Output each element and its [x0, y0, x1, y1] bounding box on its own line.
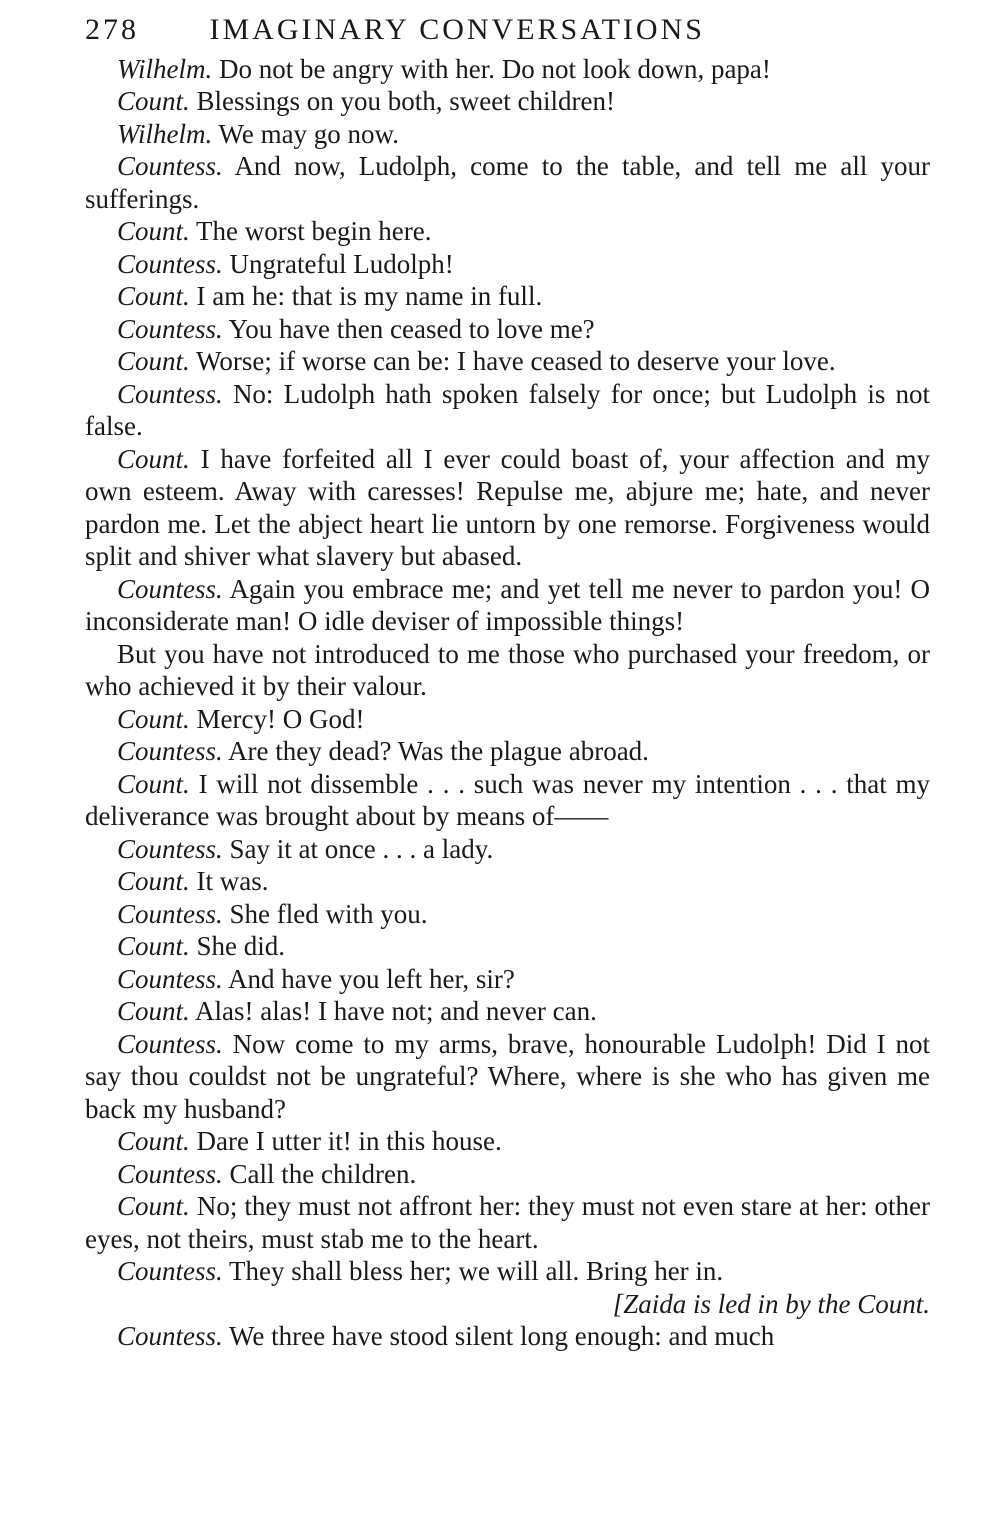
speech-text: You have then ceased to love me? [228, 313, 595, 344]
speaker-name: Countess. [117, 736, 223, 766]
dialogue-paragraph [85, 865, 930, 898]
speech-text: I have forfeited all I ever could boast of, your affection and my own esteem. Away with caresses! Repulse me, abjure me; hate, and never pardon me. Let the abject heart lie untorn by one remorse. Forgiveness would split and shiver what slavery but abased. [85, 443, 930, 571]
dialogue-paragraph [85, 1158, 930, 1191]
speech-text: We three have stood silent long enough: and much [229, 1321, 775, 1351]
speech-text: I will not dissemble . . . such was never my intention . . . that my deliverance was brought about by means of—— [85, 768, 931, 831]
dialogue-paragraph [85, 313, 930, 346]
speech-text: It was. [196, 866, 269, 896]
dialogue-text [85, 53, 930, 1288]
dialogue-paragraph [85, 215, 930, 248]
dialogue-paragraph [85, 150, 930, 215]
speech-text: Mercy! O God! [196, 703, 365, 734]
speaker-name: Count. [117, 346, 190, 376]
speech-text: And have you left her, sir? [228, 963, 515, 994]
speaker-name: Countess. [117, 313, 223, 344]
speaker-name: Countess. [117, 898, 223, 929]
speaker-name: Countess. [117, 1256, 223, 1286]
speech-text: She did. [196, 931, 286, 961]
speech-text: Say it at once . . . a lady. [229, 833, 494, 864]
speech-text: Alas! alas! I have not; and never can. [195, 996, 597, 1026]
dialogue-paragraph [85, 638, 930, 703]
dialogue-paragraph [85, 1190, 930, 1255]
speaker-name: Count. [117, 86, 190, 116]
dialogue-paragraph [85, 703, 930, 736]
dialogue-paragraph [85, 345, 930, 378]
book-page [85, 14, 930, 1353]
speech-text: Call the children. [229, 1158, 417, 1189]
speaker-name: Count. [117, 931, 190, 961]
dialogue-paragraph [85, 1125, 930, 1158]
speaker-name: Wilhelm. [117, 118, 213, 149]
speaker-name: Count. [117, 768, 190, 799]
dialogue-paragraph [85, 443, 930, 573]
speaker-name: Count. [117, 1126, 190, 1156]
dialogue-paragraph [85, 248, 930, 281]
speaker-name: Count. [117, 1191, 190, 1221]
speech-text: Ungrateful Ludolph! [229, 248, 454, 279]
speaker-name: Wilhelm. [117, 53, 213, 84]
speaker-name: Countess. [117, 248, 223, 279]
speaker-name: Count. [117, 443, 190, 474]
speaker-name: Countess. [117, 151, 223, 181]
dialogue-paragraph [85, 898, 930, 931]
speech-text: We may go now. [218, 118, 400, 149]
running-header [85, 14, 930, 47]
stage-direction: [Zaida is led in by the Count. [612, 1288, 930, 1319]
speaker-name: Count. [117, 281, 190, 311]
dialogue-paragraph [85, 280, 930, 313]
speaker-name: Count. [117, 996, 190, 1026]
speech-text: They shall bless her; we will all. Bring her in. [229, 1256, 724, 1286]
speech-text: And now, Ludolph, come to the table, and tell me all your sufferings. [85, 151, 930, 214]
speech-text: I am he: that is my name in full. [196, 281, 543, 311]
dialogue-paragraph [85, 963, 930, 996]
speech-text: Blessings on you both, sweet children! [196, 86, 615, 116]
speaker-name: Countess. [117, 963, 223, 994]
dialogue-paragraph [85, 118, 930, 151]
speaker-name: Countess. [117, 833, 223, 864]
speaker-name: Countess. [117, 573, 223, 604]
speech-text: Now come to my arms, brave, honourable Ludolph! Did I not say thou couldst not be ungrateful? Where, where is she who has given me back my husband? [85, 1028, 930, 1124]
dialogue-paragraph [85, 573, 930, 638]
speech-text: No; they must not affront her: they must not even stare at her: other eyes, not theirs, must stab me to the heart. [85, 1191, 931, 1254]
speaker-name: Countess. [117, 1321, 223, 1351]
dialogue-paragraph [85, 995, 930, 1028]
dialogue-paragraph [85, 833, 930, 866]
running-title: IMAGINARY CONVERSATIONS [209, 13, 705, 46]
dialogue-paragraph [85, 53, 930, 86]
speech-text: Again you embrace me; and yet tell me never to pardon you! O inconsiderate man! O idle deviser of impossible things! [85, 573, 930, 636]
speech-text: Dare I utter it! in this house. [196, 1126, 502, 1156]
dialogue-paragraph [85, 930, 930, 963]
dialogue-paragraph [85, 378, 930, 443]
dialogue-paragraph [85, 1320, 930, 1353]
speaker-name: Countess. [117, 1158, 223, 1189]
speaker-name: Count. [117, 866, 190, 896]
speaker-name: Countess. [117, 1028, 223, 1059]
dialogue-paragraph [85, 768, 930, 833]
speech-text: The worst begin here. [196, 216, 432, 246]
dialogue-paragraph [85, 1028, 930, 1126]
speech-text: Worse; if worse can be: I have ceased to deserve your love. [196, 346, 836, 376]
speech-text: Are they dead? Was the plague abroad. [228, 736, 649, 766]
speech-text: She fled with you. [229, 898, 428, 929]
speaker-name: Count. [117, 216, 190, 246]
speech-text: But you have not introduced to me those who purchased your freedom, or who achieved it by their valour. [85, 638, 930, 701]
page-number: 278 [85, 13, 139, 46]
speaker-name: Countess. [117, 378, 223, 409]
dialogue-paragraph [85, 1255, 930, 1288]
speech-text: Do not be angry with her. Do not look down, papa! [219, 53, 771, 84]
speaker-name: Count. [117, 703, 190, 734]
speech-text: No: Ludolph hath spoken falsely for once; but Ludolph is not false. [85, 378, 930, 441]
dialogue-paragraph [85, 735, 930, 768]
dialogue-paragraph [85, 85, 930, 118]
